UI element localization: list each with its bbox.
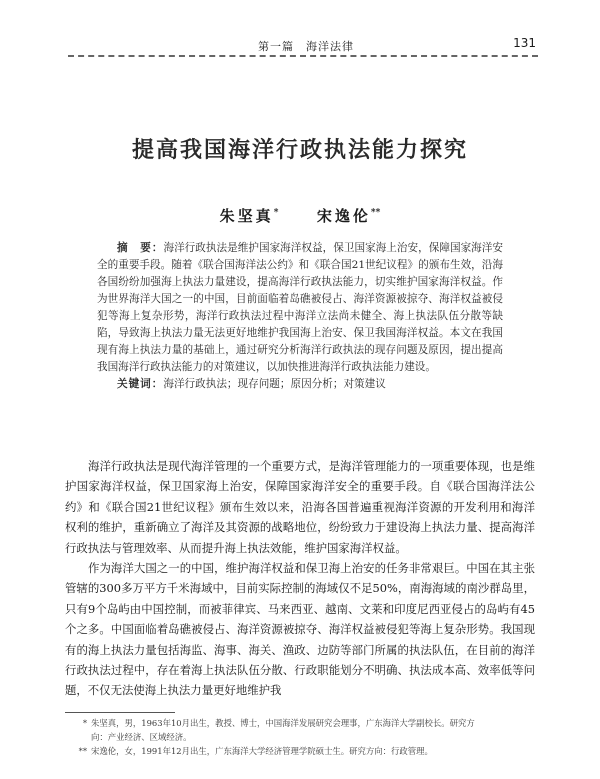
abstract-text: 海洋行政执法是维护国家海洋权益，保卫国家海上治安，保障国家海洋安全的重要手段。随着《联合国海洋法公约》和《联合国21世纪议程》的颁布生效，沿海各国纷纷加强海上执法力量建设，提高海洋行政执法能力，切实维护国家海洋权益。作为世界海洋大国之一的中国，目前面临着岛礁被侵占、海洋资源被掠夺、海洋权益被侵犯等海上复杂形势，海洋行政执法过程中海洋立法尚未健全、海上执法队伍分散等缺陷，导致海上执法力量无法更好地维护我国海上治安、保卫我国海洋权益。本文在我国现有海上执法力量的基础上，通过研究分析海洋行政执法的现存问题及原因，提出提高我国海洋行政执法能力的对策建议，以加快推进海洋行政执法能力建设。: [97, 242, 504, 373]
footnote-continuation: 向：产业经济、区域经济。: [91, 732, 192, 742]
running-header: [68, 38, 536, 52]
abstract-label: 摘 要：: [117, 242, 164, 254]
keywords-label: 关键词：: [117, 378, 164, 390]
article-title: 提高我国海洋行政执法能力探究: [131, 138, 468, 163]
abstract: [97, 240, 503, 393]
body-text: [65, 456, 535, 701]
keywords: [97, 376, 503, 393]
body-paragraph: 海洋行政执法是现代海洋管理的一个重要方式，是海洋管理能力的一项重要体现，也是维护国家海洋权益，保卫国家海上治安，保障国家海洋安全的重要手段。自《联合国海洋法公约》和《联合国21世纪议程》颁布生效以来，沿海各国普遍重视海洋资源的开发利用和海洋权利的维护，重新确立了海洋及其资源的战略地位，纷纷致力于建设海上执法力量、提高海洋行政执法与管理效率、从而提升海上执法效能，维护国家海洋权益。: [65, 459, 535, 555]
footnotes: [65, 716, 537, 758]
author-footnote-mark: *: [273, 208, 279, 218]
body-paragraph: 作为海洋大国之一的中国，维护海洋权益和保卫海上治安的任务非常艰巨。中国在其主张管辖的300多万平方千米海域中，目前实际控制的海域仅不足50%，南海海域的南沙群岛里，只有9个岛屿由中国控制，而被菲律宾、马来西亚、越南、文莱和印度尼西亚侵占的岛屿有45个之多。中国面临着岛礁被侵占、海洋资源被掠夺、海洋权益被侵犯等海上复杂形势。我国现有的海上执法力量包括海监、海事、海关、渔政、边防等部门所属的执法队伍，在目前的海洋行政执法过程中，存在着海上执法队伍分散、行政职能划分不明确、执法成本高、效率低等问题，不仅无法使海上执法力量更好地维护我: [65, 561, 535, 698]
author-footnote-mark: **: [370, 208, 381, 218]
footnote-text: 宋逸伦，女，1991年12月出生，广东海洋大学经济管理学院硕士生。研究方向：行政管理。: [91, 746, 433, 756]
author-name: 朱坚真: [219, 207, 274, 225]
running-header-title: 第一篇 海洋法律: [258, 40, 354, 53]
abstract-paragraph: [97, 240, 503, 376]
author-name: 宋逸伦: [316, 207, 371, 225]
footnote-mark: **: [78, 746, 87, 756]
footnote-rule: [65, 712, 175, 713]
page-number: 131: [513, 36, 536, 50]
footnote: [65, 744, 537, 758]
footnote: [65, 716, 537, 730]
footnote-text: 朱坚真，男，1963年10月出生，教授、博士，中国海洋发展研究会理事，广东海洋大学副校长。研究方: [91, 718, 475, 728]
authors: [0, 205, 600, 226]
keywords-text: 海洋行政执法；现存问题；原因分析；对策建议: [163, 378, 386, 390]
header-rule: [68, 55, 538, 57]
footnote-mark: *: [82, 718, 87, 728]
